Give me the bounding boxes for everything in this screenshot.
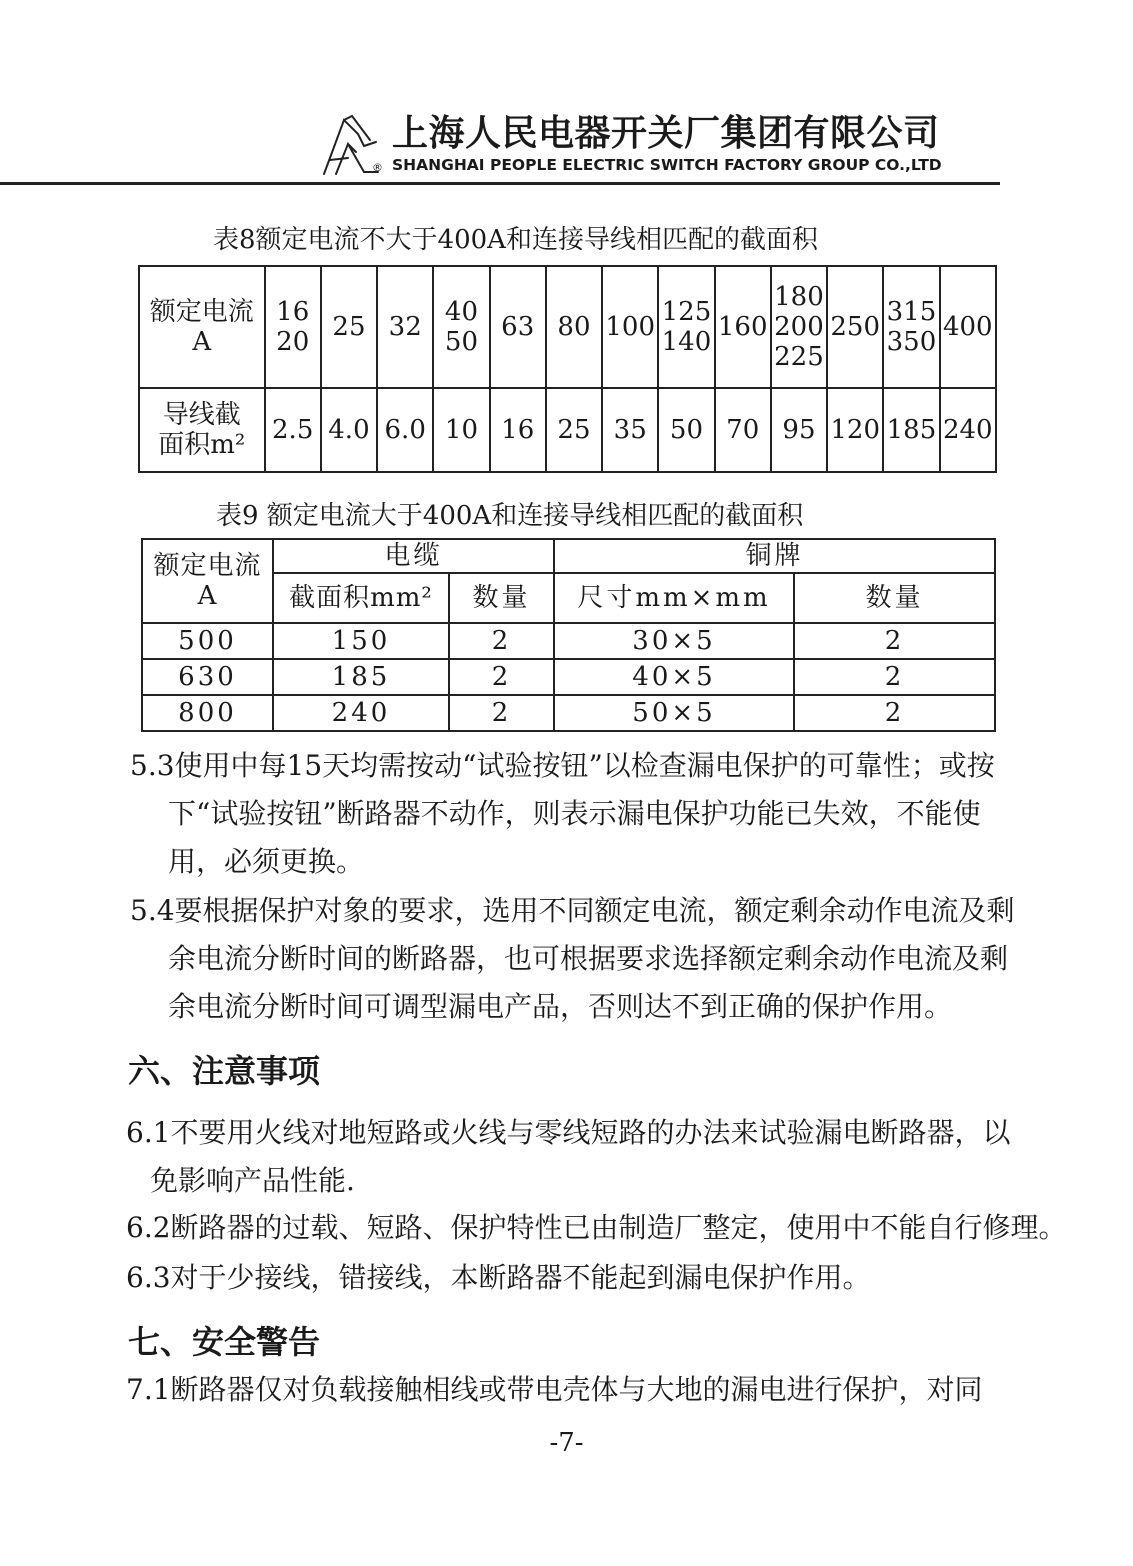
table-cell: 95: [771, 388, 827, 472]
column-header-current: 额定电流 A: [142, 539, 273, 623]
table-cell: 2: [794, 623, 995, 659]
table-cell: 25: [321, 266, 377, 388]
table-cell: 2: [794, 659, 995, 695]
paragraph-6-1-line1: 6.1不要用火线对地短路或火线与零线短路的办法来试验漏电断路器，以: [126, 1116, 1011, 1149]
table-cell: 2: [449, 659, 554, 695]
row-header-current: 额定电流 A: [139, 266, 265, 388]
paragraph-5-3-line1: 5.3使用中每15天均需按动“试验按钮”以检查漏电保护的可靠性；或按: [130, 749, 995, 782]
table-cell: 630: [142, 659, 273, 695]
table-cell: 6.0: [377, 388, 433, 472]
column-header-copper-size: 尺寸mm×mm: [554, 573, 794, 623]
table-cell: 16 20: [265, 266, 321, 388]
table-cell: 40×5: [554, 659, 794, 695]
table-cell: 2: [794, 695, 995, 731]
table-cell: 80: [546, 266, 602, 388]
table-cell: 40 50: [433, 266, 489, 388]
column-header-copper: 铜牌: [554, 539, 995, 573]
section-heading-6: 六、注意事项: [128, 1052, 321, 1090]
table-cell: 25: [546, 388, 602, 472]
table8: [138, 265, 997, 473]
column-header-cable-area: 截面积mm²: [273, 573, 449, 623]
column-header-cable: 电缆: [273, 539, 554, 573]
table-cell: 10: [433, 388, 489, 472]
section-heading-7: 七、安全警告: [128, 1323, 321, 1361]
paragraph-5-4-line1: 5.4要根据保护对象的要求，选用不同额定电流，额定剩余动作电流及剩: [130, 894, 1015, 927]
table-cell: 2: [449, 695, 554, 731]
table8-caption: 表8额定电流不大于400A和连接导线相匹配的截面积: [213, 225, 818, 255]
header-divider: [0, 182, 1000, 185]
table-cell: 35: [602, 388, 658, 472]
table-cell: 400: [940, 266, 996, 388]
table-row: [142, 623, 995, 659]
paragraph-6-1-line2: 免影响产品性能.: [150, 1164, 355, 1197]
table-cell: 63: [490, 266, 546, 388]
column-header-cable-qty: 数量: [449, 573, 554, 623]
registered-mark: ®: [372, 161, 383, 174]
table-cell: 100: [602, 266, 658, 388]
table-cell: 250: [827, 266, 883, 388]
table-cell: 4.0: [321, 388, 377, 472]
table9-caption: 表9 额定电流大于400A和连接导线相匹配的截面积: [216, 501, 804, 531]
table-cell: 800: [142, 695, 273, 731]
paragraph-6-2: 6.2断路器的过载、短路、保护特性已由制造厂整定，使用中不能自行修理。: [126, 1211, 1067, 1244]
table-cell: 160: [715, 266, 771, 388]
table-row: [142, 695, 995, 731]
table-cell: 120: [827, 388, 883, 472]
company-name-en: SHANGHAI PEOPLE ELECTRIC SWITCH FACTORY GROUP CO.,LTD: [392, 156, 942, 174]
table-cell: 125 140: [658, 266, 714, 388]
table-cell: 32: [377, 266, 433, 388]
table-cell: 50×5: [554, 695, 794, 731]
table-cell: 70: [715, 388, 771, 472]
column-header-copper-qty: 数量: [794, 573, 995, 623]
table-header-row: [142, 539, 995, 573]
paragraph-5-4-line3: 余电流分断时间可调型漏电产品，否则达不到正确的保护作用。: [168, 990, 953, 1023]
table-cell: 240: [940, 388, 996, 472]
table-cell: 185: [273, 659, 449, 695]
table-row: [139, 388, 996, 472]
table-cell: 2: [449, 623, 554, 659]
table-cell: 500: [142, 623, 273, 659]
paragraph-5-3-line3: 用，必须更换。: [168, 845, 365, 878]
paragraph-5-4-line2: 余电流分断时间的断路器，也可根据要求选择额定剩余动作电流及剩: [168, 942, 1009, 975]
paragraph-6-3: 6.3对于少接线，错接线，本断路器不能起到漏电保护作用。: [126, 1261, 871, 1294]
table-row: [142, 659, 995, 695]
table-cell: 315 350: [883, 266, 939, 388]
table-cell: 185: [883, 388, 939, 472]
table-row: [139, 266, 996, 388]
company-name-cn: 上海人民电器开关厂集团有限公司: [392, 113, 940, 154]
table-cell: 2.5: [265, 388, 321, 472]
row-header-area: 导线截 面积m²: [139, 388, 265, 472]
paragraph-7-1-line1: 7.1断路器仅对负载接触相线或带电壳体与大地的漏电进行保护，对同: [126, 1373, 983, 1406]
table-cell: 16: [490, 388, 546, 472]
table-cell: 30×5: [554, 623, 794, 659]
table-cell: 180 200 225: [771, 266, 827, 388]
table9: [141, 538, 996, 732]
table-cell: 150: [273, 623, 449, 659]
page-number: -7-: [549, 1428, 584, 1458]
paragraph-5-3-line2: 下“试验按钮”断路器不动作，则表示漏电保护功能已失效，不能使: [168, 797, 981, 830]
table-cell: 50: [658, 388, 714, 472]
table-cell: 240: [273, 695, 449, 731]
